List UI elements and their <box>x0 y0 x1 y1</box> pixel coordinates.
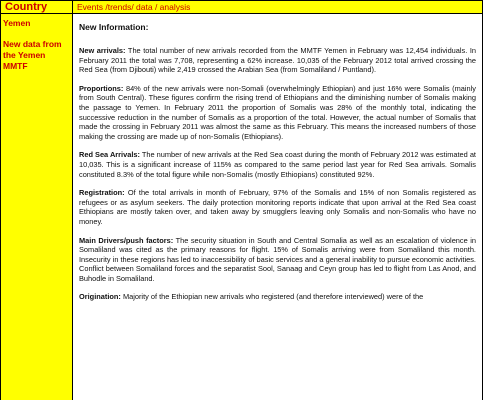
table-header-row <box>1 1 483 14</box>
country-column-header: Country <box>1 1 73 14</box>
paragraph-new-arrivals <box>79 46 476 75</box>
paragraph-heading: New arrivals: <box>79 46 126 55</box>
paragraph-body: Of the total arrivals in month of February, 97% of the Somalis and 15% of non Somalis registered as refugees or as asylum seekers. The daily protection monitoring reports indicate that upon arrival at the Red Sea coast Ethiopians are mostly taken over, and taken away by smugglers leaving only Somalis and non-Somalis who have no money. <box>79 188 476 226</box>
paragraph-red-sea-arrivals <box>79 150 476 179</box>
table-body-row <box>1 14 483 400</box>
source-note: New data from the Yemen MMTF <box>3 39 62 71</box>
paragraph-heading: Proportions: <box>79 83 124 93</box>
paragraph-heading: Origination: <box>79 292 121 302</box>
new-information-label: New Information: <box>79 22 149 32</box>
paragraph-body: The security situation in South and Central Somalia as well as an escalation of violence in Somaliland was cited as the primary reasons for flight. 15% of Somalis arriving were from Somaliland this month. Insecurity in these regions has led to inaccessibility of basic services and a general inability to pursue economic activities. Conflict between Somaliland forces and the separatist Sool, Sanaag and Ceyn group has led to flight from Las Anod, and Buhodle in Somaliland. <box>79 235 476 283</box>
events-column-header: Events /trends/ data / analysis <box>73 1 483 14</box>
paragraph-registration <box>79 188 476 226</box>
paragraph-main-drivers <box>79 236 476 284</box>
paragraph-body: Majority of the Ethiopian new arrivals who registered (and therefore interviewed) were of the <box>120 292 424 302</box>
paragraph-body: The number of new arrivals at the Red Sea coast during the month of February 2012 was estimated at 10,035. This is a significant increase of 115% as compared to the same period last year for Red Sea arrivals. Somalis constituted 8.3% of the total figure while non-Somalis (mostly Ethiopians) constituted 92%. <box>79 150 476 179</box>
paragraph-body: The total number of new arrivals recorded from the MMTF Yemen in February was 12,454 individuals. In February 2011 the total was 7,708, representing a 62% increase. 10,035 of the February 2012 total arrived crossing the Red Sea (from Djibouti) while 2,419 crossed the Arabian Sea (from Somaliland / Puntland). <box>79 46 477 75</box>
country-name: Yemen <box>3 18 31 28</box>
paragraph-heading: Registration: <box>79 188 125 198</box>
side-column <box>1 14 73 400</box>
paragraph-heading: Main Drivers/push factors: <box>79 235 174 245</box>
content-column <box>73 14 483 400</box>
paragraph-body: 84% of the new arrivals were non-Somali (overwhelmingly Ethiopian) and just 16% were Somalis (mainly from South Central). These figures confirm the rising trend of Ethiopians and the diminishing number of Somalis making the passage to Yemen. In February 2011 the proportion of Somalis was 28% of the monthly total, indicating the successive reduction in the number of Somalis as a proportion of the total. However, the actual number of Somalis that made the crossing in February 2011 was almost the same as this February. This means the increased numbers of those making the crossing are made up of non-Somalis (Ethiopians). <box>79 83 476 141</box>
paragraph-heading: Red Sea Arrivals: <box>79 150 140 160</box>
paragraph-origination <box>79 292 476 302</box>
paragraph-proportions <box>79 84 476 142</box>
